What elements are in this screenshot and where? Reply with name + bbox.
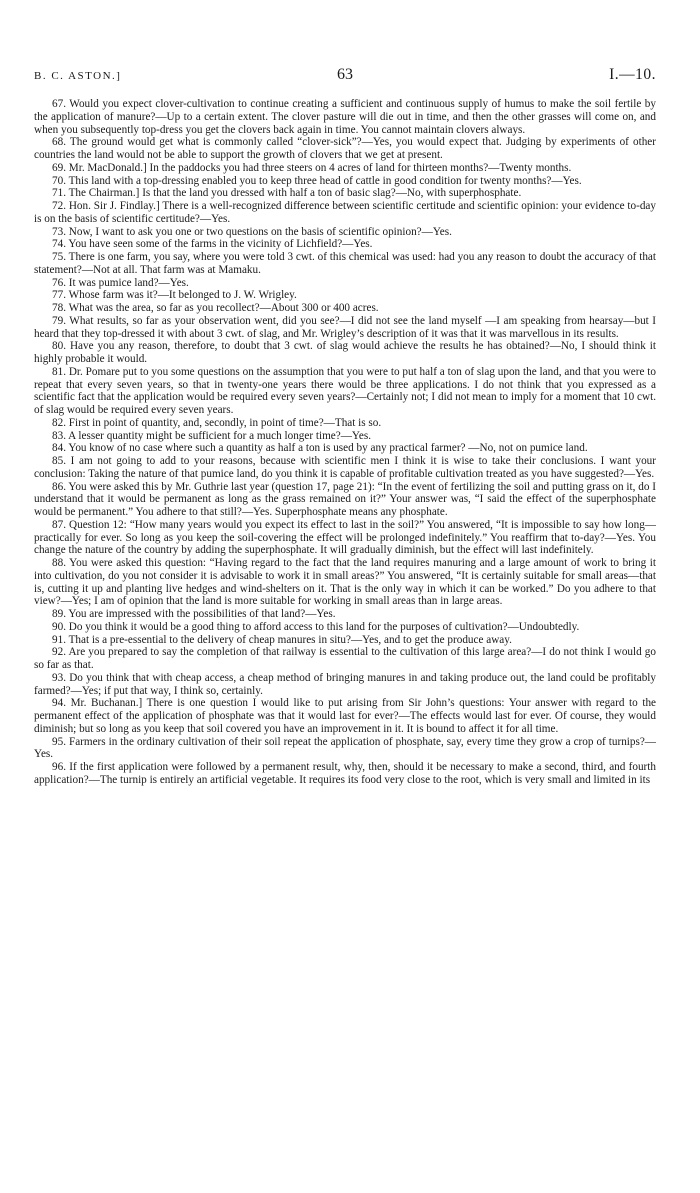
paragraph-67: 67. Would you expect clover-cultivation to continue creating a sufficient and continuous supply of humus to make the soil fertile by the application of manure?—Up to a certain extent. The clover pasture will die out in time, and then the other grasses will come on, and when you subsequently top-dress you get the clovers back again in time. You cannot maintain clovers always.	[34, 98, 656, 136]
paragraph-75: 75. There is one farm, you say, where you were told 3 cwt. of this chemical was used: had you any reason to doubt the accuracy of that statement?—Not at all. That farm was at Mamaku.	[34, 251, 656, 276]
paragraph-81: 81. Dr. Pomare put to you some questions on the assumption that you were to put half a ton of slag upon the land, and that you were to repeat that every seven years, so that in twenty-one years there would be three applications. I do not think that you expressed as a scientific fact that the application would be required every seven years?—Certainly not; I did not mean to imply for a moment that 10 cwt. of slag would be required every seven years.	[34, 365, 656, 416]
paragraph-82: 82. First in point of quantity, and, secondly, in point of time?—That is so.	[52, 416, 382, 429]
paragraph-86: 86. You were asked this by Mr. Guthrie last year (question 17, page 21): “In the event of fertilizing the soil and putting grass on it, do I understand that it would be permanent as long as the grass remained on it?” Your answer was, “I said the effect of the superphosphate would be permanent.” You adhere to that still?—Yes. Superphosphate means any phosphate.	[34, 480, 656, 518]
paragraph-91: 91. That is a pre-essential to the delivery of cheap manures in situ?—Yes, and to get the produce away.	[52, 633, 512, 646]
page-body	[34, 98, 656, 787]
paragraph-72: 72. Hon. Sir J. Findlay.] There is a well-recognized difference between scientific certitude and scientific opinion: your evidence to-day is on the basis of scientific certitude?—Yes.	[34, 200, 656, 225]
paragraph-96: 96. If the first application were followed by a permanent result, why, then, should it be necessary to make a second, third, and fourth application?—The turnip is entirely an artificial vegetable. It requires its food very close to the root, which is very small and limited in its	[34, 761, 656, 786]
paragraph-76: 76. It was pumice land?—Yes.	[52, 276, 189, 289]
header-reference: I.—10.	[609, 66, 656, 83]
paragraph-69: 69. Mr. MacDonald.] In the paddocks you had three steers on 4 acres of land for thirteen months?—Twenty months.	[52, 161, 572, 174]
paragraph-94: 94. Mr. Buchanan.] There is one question I would like to put arising from Sir John’s questions: Your answer with regard to the permanent effect of the application of phosphate was that it would last for ever?—The effects would last for ever. Of course, they would diminish; but so long as you keep that soil covered you have an improvement in it. It is bound to affect it for all time.	[34, 697, 656, 735]
paragraph-92: 92. Are you prepared to say the completion of that railway is essential to the cultivation of this large area?—I do not think I would go so far as that.	[34, 646, 656, 671]
paragraph-80: 80. Have you any reason, therefore, to doubt that 3 cwt. of slag would achieve the results he has obtained?—No, I should think it highly probable it would.	[34, 340, 656, 365]
paragraph-88: 88. You were asked this question: “Having regard to the fact that the land requires manuring and a large amount of work to bring it into cultivation, do you not consider it is advisable to work it in small areas?” You answered, “It is certainly suitable for small areas—that is, cutting it up and planting live hedges and wind-shelters on it. That is the only way in which it can be worked.” Do you adhere to that view?—Yes; I am of opinion that the land is more suitable for working in small areas than in large areas.	[34, 557, 656, 608]
paragraph-70: 70. This land with a top-dressing enabled you to keep three head of cattle in good condition for twenty months?—Yes.	[52, 174, 582, 187]
page-number: 63	[337, 66, 353, 83]
paragraph-90: 90. Do you think it would be a good thing to afford access to this land for the purposes of cultivation?—Undoubtedly.	[52, 620, 580, 633]
header-author: B. C. ASTON.]	[34, 70, 122, 82]
paragraph-77: 77. Whose farm was it?—It belonged to J. W. Wrigley.	[52, 289, 297, 302]
paragraph-85: 85. I am not going to add to your reasons, because with scientific men I think it is wise to take their conclusions. I want your conclusion: Taking the nature of that pumice land, do you think it is capable of profitable cultivation treated as you have suggested?—Yes.	[34, 455, 656, 480]
paragraph-95: 95. Farmers in the ordinary cultivation of their soil repeat the application of phosphate, say, every time they grow a crop of turnips?—Yes.	[34, 735, 656, 761]
page-header	[34, 66, 656, 88]
paragraph-78: 78. What was the area, so far as you recollect?—About 300 or 400 acres.	[52, 302, 379, 314]
paragraph-71: 71. The Chairman.] Is that the land you dressed with half a ton of basic slag?—No, with superphosphate.	[52, 187, 522, 200]
paragraph-68: 68. The ground would get what is commonly called “clover-sick”?—Yes, you would expect that. Judging by experiments of other countries the land would not be able to support the growth of clovers that we get at present.	[34, 136, 656, 161]
paragraph-79: 79. What results, so far as your observation went, did you see?—I did not see the land myself —I am speaking from hearsay—but I heard that they top-dressed it with about 3 cwt. of slag, and Mr. Wrigley’s description of it was that it was marvellous in its results.	[34, 314, 656, 340]
paragraph-73: 73. Now, I want to ask you one or two questions on the basis of scientific opinion?—Yes.	[52, 225, 452, 238]
paragraph-74: 74. You have seen some of the farms in the vicinity of Lichfield?—Yes.	[52, 238, 373, 251]
paragraph-84: 84. You know of no case where such a quantity as half a ton is used by any practical farmer? —No, not on pumice land.	[52, 442, 588, 455]
paragraph-87: 87. Question 12: “How many years would you expect its effect to last in the soil?” You answered, “It is impossible to say how long—practically for ever. So long as you keep the soil-covering the effect will be prolonged indefinitely.” You reaffirm that to-day?—Yes. You change the nature of the country by adding the superphosphate. It will gradually diminish, but the effect will last indefinitely.	[34, 518, 656, 557]
paragraph-83: 83. A lesser quantity might be sufficient for a much longer time?—Yes.	[52, 429, 371, 442]
paragraph-93: 93. Do you think that with cheap access, a cheap method of bringing manures in and taking produce out, the land could be profitably farmed?—Yes; if put that way, I think so, certainly.	[34, 671, 656, 697]
paragraph-89: 89. You are impressed with the possibilities of that land?—Yes.	[52, 608, 336, 620]
